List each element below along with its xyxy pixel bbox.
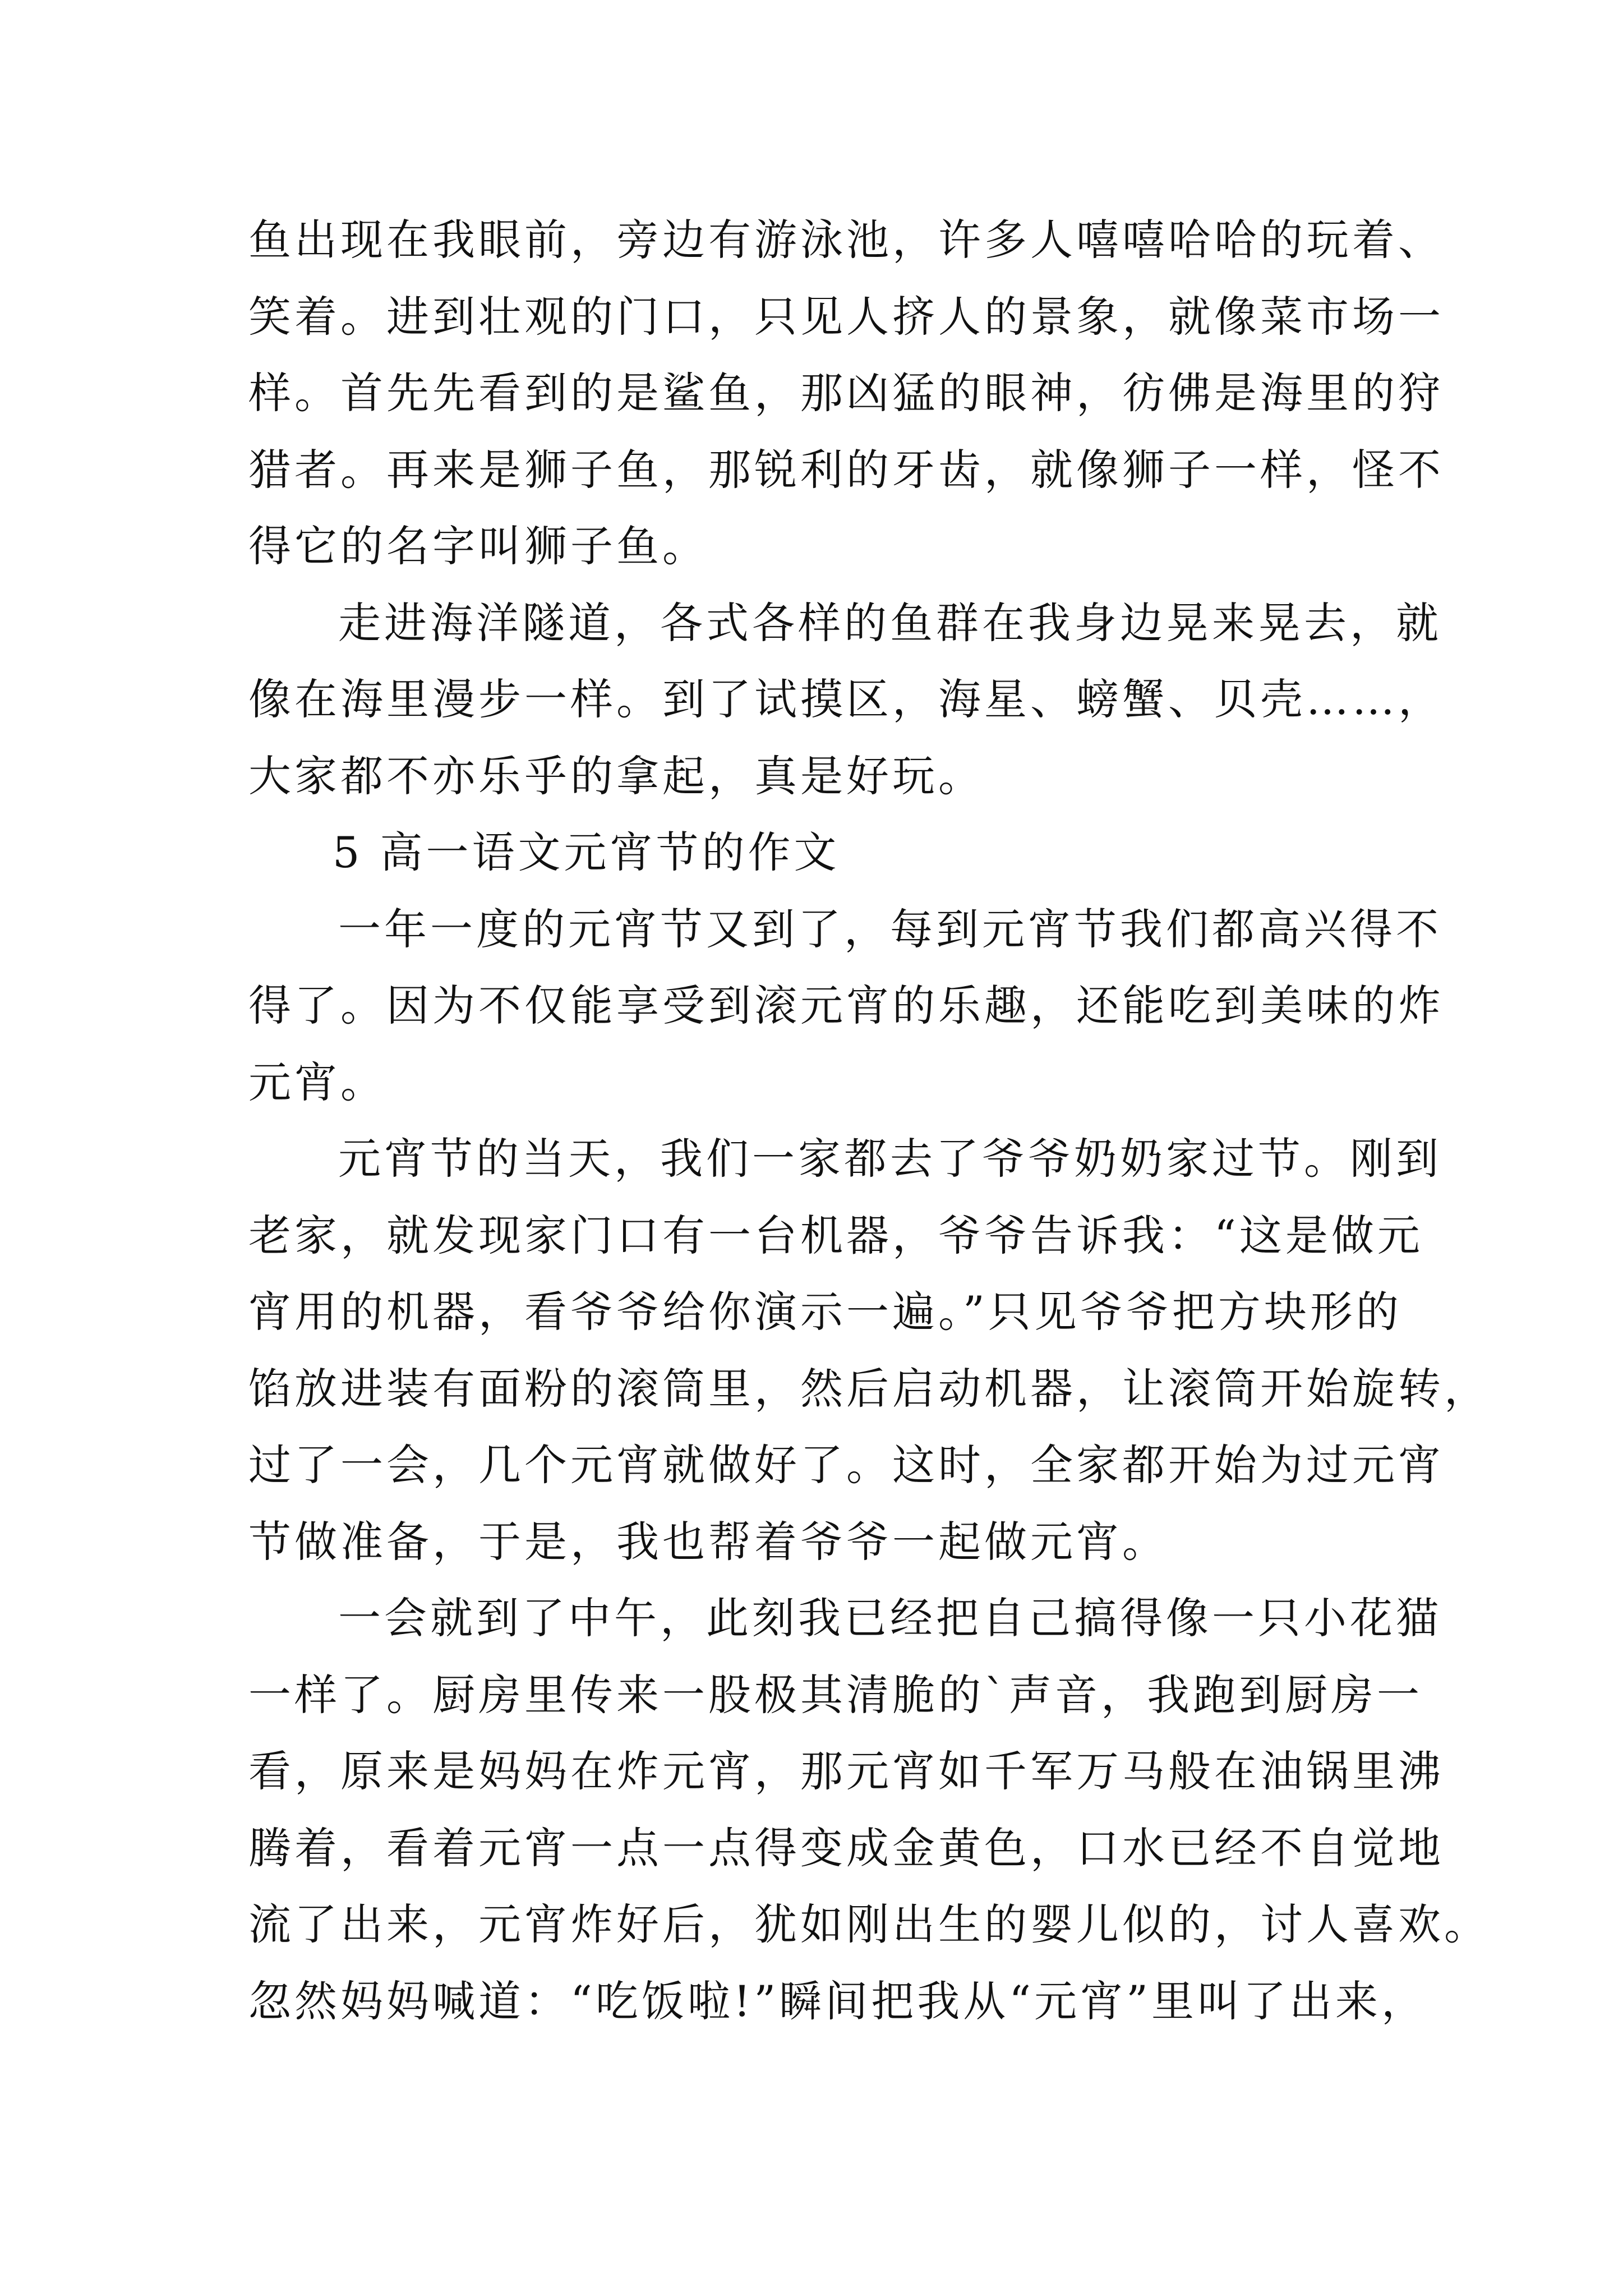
text-line: 鱼出现在我眼前，旁边有游泳池，许多人嘻嘻哈哈的玩着、	[248, 215, 1444, 265]
text-line: 腾着，看着元宵一点一点得变成金黄色，口水已经不自觉地	[248, 1823, 1444, 1873]
paragraph-first-line: 一会就到了中午，此刻我已经把自己搞得像一只小花猫	[338, 1593, 1442, 1643]
text-line: 大家都不亦乐乎的拿起，真是好玩。	[248, 751, 984, 801]
text-line: 看，原来是妈妈在炸元宵，那元宵如千军万马般在油锅里沸	[248, 1746, 1444, 1796]
text-line: 样。首先先看到的是鲨鱼，那凶猛的眼神，彷佛是海里的狩	[248, 368, 1444, 418]
text-line: 老家，就发现家门口有一台机器，爷爷告诉我：“这是做元	[248, 1210, 1423, 1260]
text-line: 得了。因为不仅能享受到滚元宵的乐趣，还能吃到美味的炸	[248, 981, 1444, 1030]
text-line: 忽然妈妈喊道：“吃饭啦!”瞬间把我从“元宵”里叫了出来，	[248, 1976, 1427, 2026]
text-line: 过了一会，几个元宵就做好了。这时，全家都开始为过元宵	[248, 1440, 1444, 1490]
paragraph-first-line: 走进海洋隧道，各式各样的鱼群在我身边晃来晃去，就	[338, 597, 1442, 648]
text-line: 一样了。厨房里传来一股极其清脆的`声音，我跑到厨房一	[248, 1669, 1423, 1720]
text-line: 馅放进装有面粉的滚筒里，然后启动机器，让滚筒开始旋转，	[248, 1363, 1490, 1414]
text-line: 得它的名字叫狮子鱼。	[248, 521, 708, 571]
text-line: 元宵。	[248, 1057, 386, 1107]
text-line: 流了出来，元宵炸好后，犹如刚出生的婴儿似的，讨人喜欢。	[248, 1899, 1490, 1949]
section-heading: 5 高一语文元宵节的作文	[333, 827, 840, 877]
paragraph-first-line: 元宵节的当天，我们一家都去了爷爷奶奶家过节。刚到	[338, 1134, 1442, 1184]
text-line: 节做准备，于是，我也帮着爷爷一起做元宵。	[248, 1516, 1168, 1567]
text-line: 像在海里漫步一样。到了试摸区，海星、螃蟹、贝壳……，	[248, 674, 1444, 724]
text-line: 猎者。再来是狮子鱼，那锐利的牙齿，就像狮子一样，怪不	[248, 444, 1444, 495]
paragraph-first-line: 一年一度的元宵节又到了，每到元宵节我们都高兴得不	[338, 904, 1442, 954]
text-line: 笑着。进到壮观的门口，只见人挤人的景象，就像菜市场一	[248, 291, 1444, 342]
document-body	[248, 202, 1490, 2040]
text-line: 宵用的机器，看爷爷给你演示一遍。”只见爷爷把方块形的	[248, 1287, 1402, 1337]
